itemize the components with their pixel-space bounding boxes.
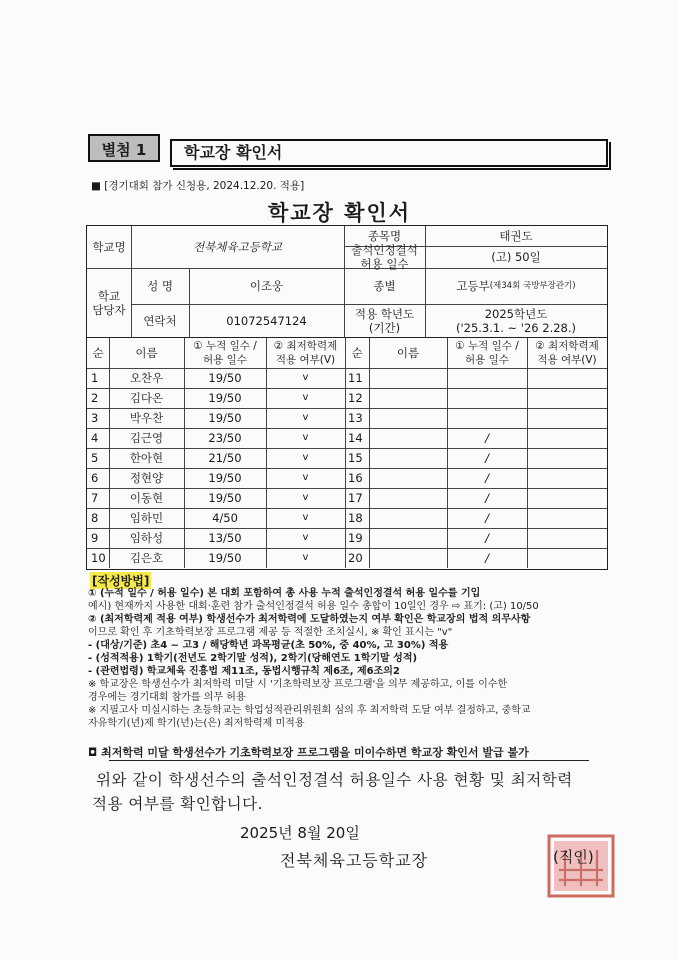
method-line: ② (최저학력제 적용 여부) 학생선수가 최저학력에 도달하였는지 여부 확인은 학교장의 법적 의무사항: [88, 614, 531, 625]
days-used: 19/50: [208, 471, 242, 485]
min-academic-check: v: [302, 432, 309, 443]
annex-title: 학교장 확인서: [170, 139, 608, 167]
method-lines: [88, 587, 628, 730]
row-number: 12: [348, 391, 363, 405]
student-name: 임하민: [129, 511, 164, 525]
row-number: 10: [91, 551, 106, 565]
method-line: ※ 학교장은 학생선수가 최저학력 미달 시 '기초학력보장 프로그램'을 의무 제공하고, 이를 이수한: [88, 679, 508, 690]
method-line: 이므로 확인 후 기초학력보장 프로그램 제공 등 적절한 조치실시, ※ 확인 표시는 "v": [88, 627, 453, 638]
min-academic-check: [527, 508, 607, 528]
days-used: /: [485, 551, 489, 565]
min-academic-check: [527, 548, 607, 568]
days-used: [447, 408, 527, 428]
row-number: 8: [91, 511, 99, 525]
student-name: 김은호: [129, 551, 164, 565]
min-academic-check: v: [302, 472, 309, 483]
student-name: [369, 448, 447, 468]
method-header: [작성방법]: [92, 574, 150, 588]
student-name: 오찬우: [129, 371, 164, 385]
student-name: [369, 388, 447, 408]
days-used: 13/50: [208, 531, 242, 545]
row-number: 20: [348, 551, 363, 565]
header-min-academic: ② 최저학력제 적용 여부(V): [535, 340, 599, 366]
application-note: ■ [경기대회 참가 신청용, 2024.12.20. 적용]: [91, 180, 305, 192]
method-line: 경우에는 경기대회 참가를 의무 허용: [88, 692, 246, 703]
days-used: 23/50: [208, 431, 242, 445]
document-title: 학교장 확인서: [267, 201, 412, 225]
contact-label: 연락처: [143, 313, 177, 328]
student-name: [369, 408, 447, 428]
min-academic-check: v: [302, 372, 309, 383]
days-used: /: [485, 491, 489, 505]
allowed-days-value: (고) 50일: [491, 250, 541, 264]
method-line: 예시) 현재까지 사용한 대회·훈련 참가 출석인정결석 허용 일수 총합이 10일인 경우 ⇨ 표기: (고) 10/50: [88, 601, 539, 612]
row-number: 15: [348, 451, 363, 465]
header-min-academic: ② 최저학력제 적용 여부(V): [273, 340, 338, 366]
signer-school: 전북체육고등학교장: [280, 851, 429, 870]
allowed-days-label: 출석인정결석 허용 일수: [351, 243, 418, 271]
row-number: 18: [348, 511, 363, 525]
student-name: [369, 468, 447, 488]
header-days: ① 누적 일수 / 허용 일수: [193, 340, 257, 366]
row-number: 9: [91, 531, 99, 545]
student-name: 한아현: [129, 451, 164, 465]
days-used: 19/50: [208, 411, 242, 425]
days-used: /: [485, 531, 489, 545]
row-number: 5: [91, 451, 99, 465]
student-name: [369, 528, 447, 548]
days-used: [447, 368, 527, 388]
warning-underline: [109, 760, 589, 761]
contact-value: 01072547124: [226, 313, 307, 328]
row-number: 13: [348, 411, 363, 425]
row-number: 6: [91, 471, 99, 485]
min-academic-check: [527, 408, 607, 428]
student-name: [369, 488, 447, 508]
min-academic-check: [527, 368, 607, 388]
year-value: 2025학년도 ('25.3.1. ~ '26 2.28.): [455, 306, 577, 335]
days-used: 19/50: [208, 391, 242, 405]
warning-line: ◘ 최저학력 미달 학생선수가 기초학력보장 프로그램을 미이수하면 학교장 확인서 발급 불가: [88, 746, 529, 759]
student-name: 김근영: [129, 431, 164, 445]
days-used: /: [485, 511, 489, 525]
method-line: - (대상/기준) 초4 ~ 고3 / 해당학년 과목평균(초 50%, 중 40%, 고 30%) 적용: [88, 640, 449, 651]
student-table: [86, 338, 608, 570]
school-name-label: 학교명: [92, 240, 126, 254]
student-name: 정현양: [129, 471, 164, 485]
header-no: 순: [351, 346, 363, 360]
confirm-date: 2025년 8월 20일: [240, 824, 360, 842]
row-number: 7: [91, 491, 99, 505]
method-line: ① (누적 일수 / 허용 일수) 본 대회 포함하여 총 사용 누적 출석인정결석 허용 일수를 기입: [88, 588, 481, 599]
student-name: [369, 368, 447, 388]
days-used: 19/50: [208, 551, 242, 565]
division-value: 고등부 (제34회 국방부장관기): [456, 279, 576, 293]
min-academic-check: v: [302, 452, 309, 463]
days-used: 19/50: [208, 491, 242, 505]
method-line: 자유학기(년)제 학기(년)는(은) 최저학력제 미적용: [88, 718, 305, 729]
min-academic-check: v: [302, 392, 309, 403]
header-name: 이름: [396, 346, 420, 360]
method-line: ※ 지필고사 미실시하는 초등학교는 학업성적관리위원회 심의 후 최저학력 도달 여부 결정하고, 중학교: [88, 705, 531, 716]
days-used: [447, 388, 527, 408]
header-days: ① 누적 일수 / 허용 일수: [455, 340, 519, 366]
method-line: - (성적적용) 1학기(전년도 2학기말 성적), 2학기(당해연도 1학기말 성적): [88, 653, 418, 664]
days-used: /: [485, 431, 489, 445]
confirm-text-1: 위와 같이 학생선수의 출석인정결석 허용일수 사용 현황 및 최저학력: [96, 771, 573, 789]
row-number: 16: [348, 471, 363, 485]
row-number: 4: [91, 431, 99, 445]
info-table: [86, 225, 608, 338]
days-used: 21/50: [208, 451, 242, 465]
row-number: 2: [91, 391, 99, 405]
min-academic-check: [527, 468, 607, 488]
year-label: 적용 학년도 (기간): [354, 306, 415, 335]
row-number: 1: [91, 371, 99, 385]
name-label: 성 명: [147, 279, 173, 293]
header-no: 순: [92, 346, 104, 360]
min-academic-check: [527, 428, 607, 448]
days-used: /: [485, 471, 489, 485]
row-number: 11: [348, 371, 363, 385]
name-value: 이조웅: [249, 279, 284, 293]
student-name: 임하성: [129, 531, 164, 545]
event-value: 태권도: [499, 229, 533, 243]
days-used: 19/50: [208, 371, 242, 385]
min-academic-check: v: [302, 412, 309, 423]
days-used: 4/50: [212, 511, 238, 525]
row-number: 19: [348, 531, 363, 545]
student-name: 이동현: [129, 491, 164, 505]
min-academic-check: v: [302, 532, 309, 543]
student-name: 김다온: [129, 391, 164, 405]
event-label: 종목명: [367, 229, 402, 243]
student-name: 박우찬: [129, 411, 164, 425]
row-number: 17: [348, 491, 363, 505]
row-number: 14: [348, 431, 363, 445]
annex-badge: 별첨 1: [88, 134, 160, 162]
header-name: 이름: [135, 346, 158, 360]
min-academic-check: v: [302, 492, 309, 503]
student-name: [369, 428, 447, 448]
min-academic-check: v: [302, 552, 309, 563]
student-name: [369, 548, 447, 568]
confirm-text-2: 적용 여부를 확인합니다.: [92, 795, 264, 813]
seal-label: (직인): [553, 848, 594, 866]
days-used: /: [485, 451, 489, 465]
method-line: - (관련법령) 학교체육 진흥법 제11조, 동법시행규칙 제6조, 제6조의2: [88, 666, 400, 677]
min-academic-check: [527, 448, 607, 468]
min-academic-check: v: [302, 512, 309, 523]
min-academic-check: [527, 528, 607, 548]
row-number: 3: [91, 411, 99, 425]
school-name-value: 전북체육고등학교: [193, 240, 282, 254]
division-label: 종별: [373, 279, 396, 293]
min-academic-check: [527, 488, 607, 508]
min-academic-check: [527, 388, 607, 408]
student-name: [369, 508, 447, 528]
staff-label: 학교 담당자: [92, 288, 126, 317]
